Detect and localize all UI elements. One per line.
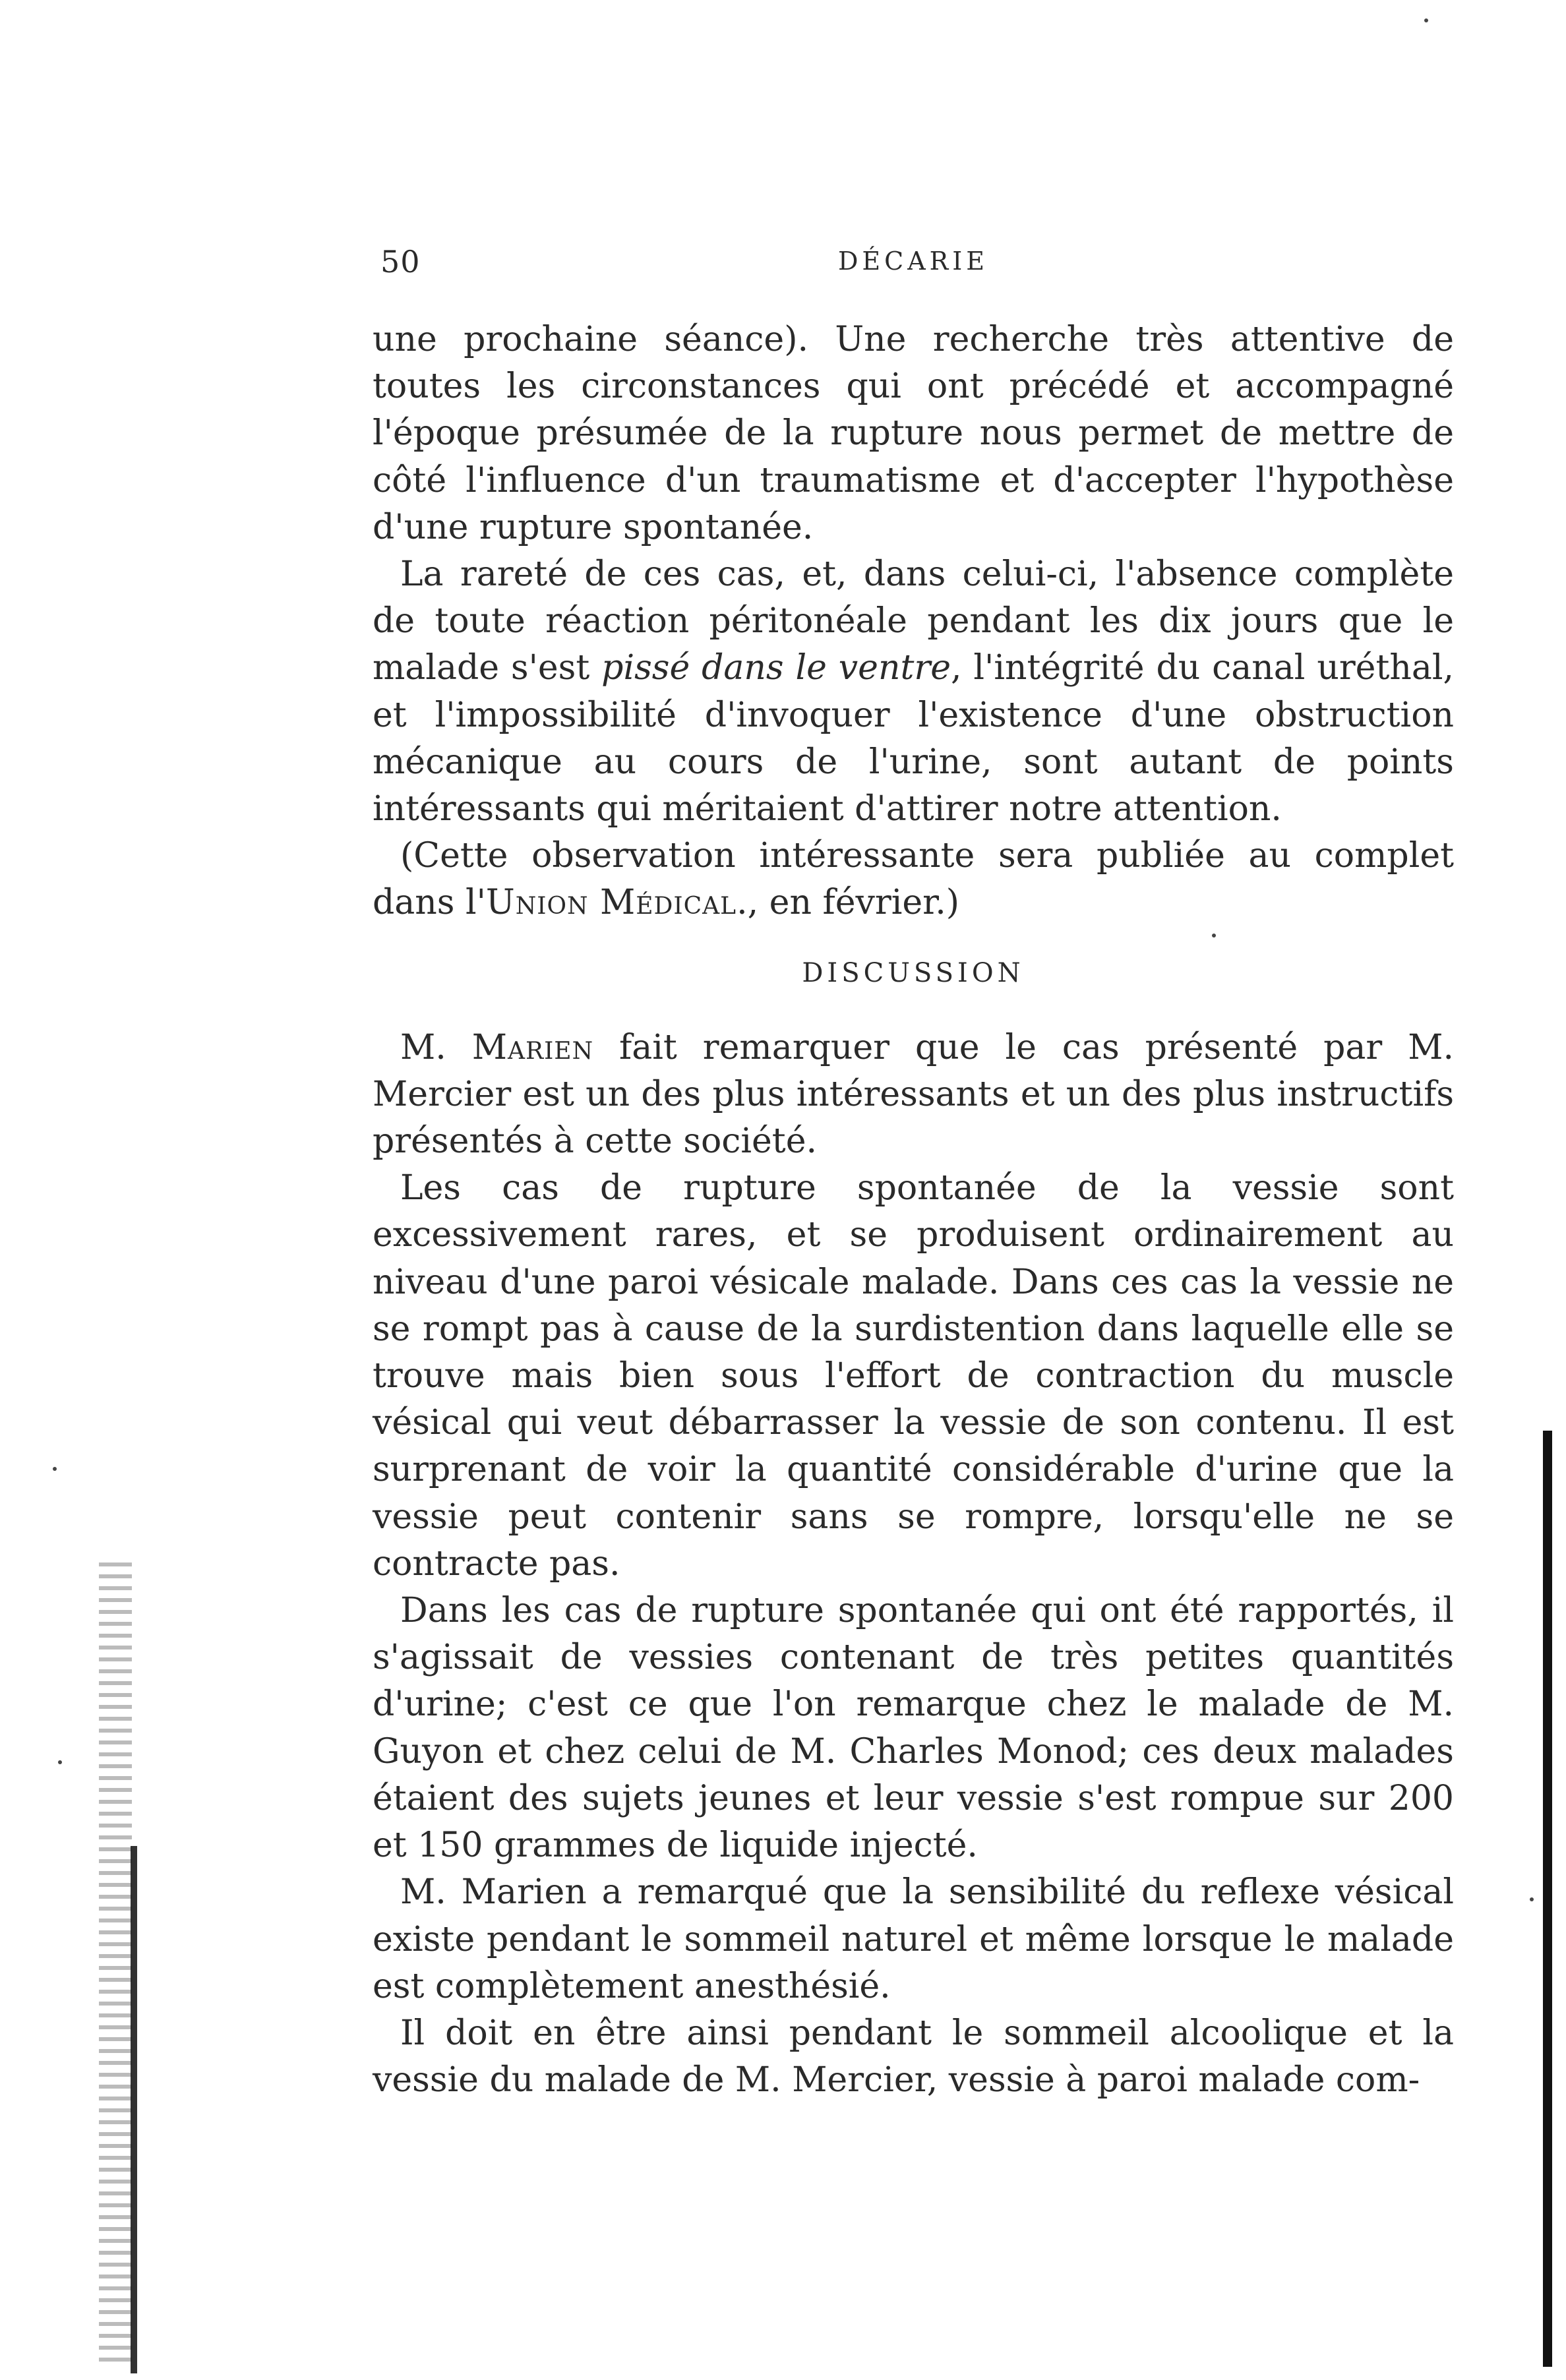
section-heading: DISCUSSION bbox=[802, 957, 1025, 988]
paragraph-2-text-a: La rareté de ces cas, et, dans celui-ci, l'absence complète de toute réaction péritonéale pendant les dix jours que le malade s'est bbox=[373, 554, 1454, 688]
scan-speck bbox=[1424, 18, 1428, 22]
paragraph-7: M. Marien a remarqué que la sensibilité du reflexe vésical existe pendant le sommeil naturel et même lorsque le malade est complètement anesthésié. bbox=[373, 1872, 1454, 2006]
scan-speck bbox=[53, 1467, 57, 1471]
paragraph-2-italic: pissé dans le ventre bbox=[601, 648, 951, 688]
paragraph-3-text-a: (Cette observation intéressante sera publiée au complet dans l' bbox=[373, 836, 1454, 923]
scan-edge-right bbox=[1543, 1431, 1552, 2367]
running-head: DÉCARIE bbox=[837, 247, 989, 276]
paragraph-2-text-b: , l'intégrité du canal uréthal, et l'impossibilité d'invoquer l'existence d'une obstruction mécanique au cours de l'urine, sont autant de points intéressants qui méritaient d'attirer notre attention. bbox=[373, 648, 1454, 829]
publication-name: Union Médical bbox=[485, 883, 737, 923]
paragraph-2 bbox=[373, 551, 1454, 833]
paragraph-3-text-b: ., en février.) bbox=[737, 883, 960, 923]
paragraph-5: Les cas de rupture spontanée de la vessie sont excessivement rares, et se produisent ordinairement au niveau d'une paroi vésicale malade. Dans ces cas la vessie ne se rompt pas à cause de la surdistention dans laquelle elle se trouve mais bien sous l'effort de contraction du muscle vésical qui veut débarrasser la vessie de son contenu. Il est surprenant de voir la quantité considérable d'urine que la vessie peut contenir sans se rompre, lorsqu'elle ne se contracte pas. bbox=[373, 1168, 1454, 1584]
paragraph-4-text-b: fait remarquer que le cas présenté par M. Mercier est un des plus intéressants et un des plus instructifs présentés à cette société. bbox=[373, 1027, 1454, 1162]
paragraph-8: Il doit en être ainsi pendant le sommeil alcoolique et la vessie du malade de M. Mercier, vessie à paroi malade com- bbox=[373, 2013, 1454, 2100]
scan-speck bbox=[1530, 1897, 1534, 1901]
scan-speck bbox=[58, 1760, 62, 1764]
paragraph-6: Dans les cas de rupture spontanée qui ont été rapportés, il s'agissait de vessies contenant de très petites quantités d'urine; c'est ce que l'on remarque chez le malade de M. Guyon et chez celui de M. Charles Monod; ces deux malades étaient des sujets jeunes et leur vessie s'est rompue sur 200 et 150 grammes de liquide injecté. bbox=[373, 1591, 1454, 1866]
scan-edge-left bbox=[99, 1562, 132, 2367]
paragraph-3 bbox=[373, 833, 1454, 926]
paragraph-4-text-a: M. bbox=[400, 1027, 472, 1067]
body-text bbox=[373, 316, 1454, 2104]
scan-speck bbox=[1212, 934, 1216, 937]
paragraph-1: une prochaine séance). Une recherche très attentive de toutes les circonstances qui ont précédé et accompagné l'époque présumée de la rupture nous permet de mettre de côté l'influence d'un traumatisme et d'accepter l'hypothèse d'une rupture spontanée. bbox=[373, 320, 1454, 547]
scan-edge-left-dark bbox=[131, 1846, 137, 2373]
page-number: 50 bbox=[380, 244, 421, 280]
paragraph-4 bbox=[373, 1025, 1454, 1166]
speaker-name: Marien bbox=[471, 1027, 594, 1067]
page-header bbox=[373, 244, 1454, 283]
